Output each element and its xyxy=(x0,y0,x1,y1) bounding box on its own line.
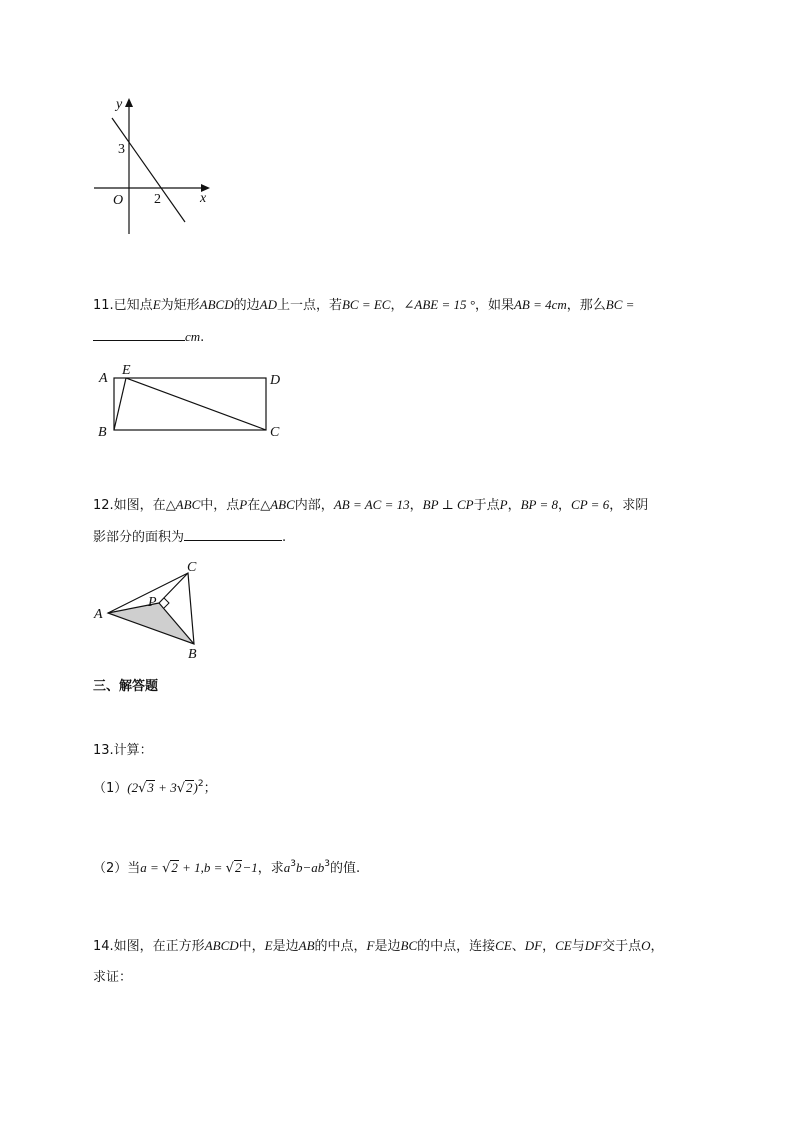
sqrt-icon: √ xyxy=(225,861,234,876)
y-axis-arrow xyxy=(125,98,133,107)
q11-var: AD xyxy=(259,297,277,312)
segment-cp xyxy=(159,573,188,603)
label-b: B xyxy=(98,425,107,440)
q14-var: ABCD xyxy=(204,938,239,953)
q11-eq: ∠ABE = 15 ° xyxy=(403,297,475,312)
q12-text: . xyxy=(282,530,287,545)
q14-text: 中， xyxy=(238,939,265,954)
q14-var: DF xyxy=(524,938,543,953)
label-e: E xyxy=(122,363,131,378)
q12-line2 xyxy=(93,528,286,547)
label-a: A xyxy=(99,371,108,386)
q13-part1 xyxy=(93,779,217,798)
q12-eq: AB = AC = 13 xyxy=(333,497,410,512)
q13-exponent: 3 xyxy=(324,859,330,869)
q11-text: 的边 xyxy=(233,298,260,313)
q12-text: 于点 xyxy=(473,498,500,513)
segment-ec xyxy=(126,378,266,430)
q14-text: 、 xyxy=(511,939,525,954)
q14-var: E xyxy=(264,938,273,953)
q12-text: ，求阴 xyxy=(609,498,649,513)
segment-be xyxy=(114,378,126,430)
q12-var: △ABC xyxy=(260,497,295,512)
x-axis-label: x xyxy=(200,191,207,206)
q14-var: DF xyxy=(584,938,603,953)
q13-text: ； xyxy=(203,781,217,796)
q11-text: 上一点，若 xyxy=(276,298,342,313)
q11-text: 11.已知点 xyxy=(93,298,153,313)
q14-line1 xyxy=(93,937,664,956)
q13-expr: a xyxy=(283,860,291,875)
x-intercept-label: 2 xyxy=(154,192,161,207)
q11-var: ABCD xyxy=(199,297,234,312)
q11-eq: BC = xyxy=(605,297,635,312)
q13-text: 的值. xyxy=(330,861,361,876)
q11-eq: AB = 4cm xyxy=(513,297,567,312)
sqrt-icon: √ xyxy=(162,861,171,876)
q12-text: ， xyxy=(409,498,423,513)
q11-var: E xyxy=(152,297,161,312)
axes-figure xyxy=(88,92,218,242)
q12-var: P xyxy=(239,497,248,512)
label-b: B xyxy=(188,647,197,662)
label-c: C xyxy=(187,560,197,575)
label-c: C xyxy=(270,425,280,440)
q11-text: . xyxy=(200,330,205,345)
q11-answer-blank[interactable] xyxy=(93,328,185,341)
q12-text: 内部， xyxy=(294,498,334,513)
q12-var: P xyxy=(499,497,508,512)
q13-expr: a = xyxy=(140,860,163,875)
q13-radicand: 2 xyxy=(171,860,178,875)
q12-triangle-figure xyxy=(92,558,212,664)
q14-text: ， xyxy=(542,939,556,954)
q13-expr: + 3 xyxy=(154,780,177,795)
rectangle-abcd xyxy=(114,378,266,430)
q11-text: ，那么 xyxy=(566,298,606,313)
q14-line2: 求证： xyxy=(93,970,133,985)
q14-var: CE xyxy=(555,938,572,953)
q13-expr: ) xyxy=(193,780,198,795)
q13-expr: (2 xyxy=(127,780,139,795)
q13-exponent: 2 xyxy=(197,779,204,789)
right-angle-mark xyxy=(164,598,169,608)
q12-text: 12.如图，在 xyxy=(93,498,166,513)
label-d: D xyxy=(270,373,281,388)
q12-eq: BP ⊥ CP xyxy=(422,497,474,512)
q14-var: F xyxy=(366,938,375,953)
y-intercept-label: 3 xyxy=(118,142,125,157)
label-p: P xyxy=(148,595,157,610)
q12-text: ， xyxy=(558,498,572,513)
q14-var: CE xyxy=(495,938,512,953)
q12-text: 中，点 xyxy=(200,498,240,513)
q12-line1 xyxy=(93,496,648,515)
q14-var: BC xyxy=(400,938,418,953)
q12-var: △ABC xyxy=(165,497,201,512)
sqrt-icon: √ xyxy=(176,781,185,796)
q12-eq: CP = 6 xyxy=(571,497,610,512)
q13-radicand: 3 xyxy=(147,780,154,795)
sqrt-icon: √ xyxy=(138,781,147,796)
q11-rectangle-figure xyxy=(94,360,294,444)
origin-label: O xyxy=(113,193,124,208)
q14-var: O xyxy=(641,938,651,953)
q13-title: 13.计算： xyxy=(93,743,153,758)
q12-answer-blank[interactable] xyxy=(184,528,282,541)
q13-radicand: 2 xyxy=(234,860,242,875)
y-axis-label: y xyxy=(116,97,123,112)
q14-text: 的中点，连接 xyxy=(417,939,496,954)
q12-text: 在 xyxy=(247,498,261,513)
q14-text: 14.如图，在正方形 xyxy=(93,939,205,954)
q11-text: ，如果 xyxy=(474,298,514,313)
q14-text: 与 xyxy=(571,939,585,954)
q14-text: 交于点 xyxy=(602,939,642,954)
label-a: A xyxy=(94,607,103,622)
q14-text: ， xyxy=(650,939,664,954)
q11-line2 xyxy=(93,328,204,347)
q13-part2 xyxy=(93,859,360,878)
q11-unit: cm xyxy=(185,329,201,344)
q14-text: 是边 xyxy=(272,939,299,954)
section-3-title: 三、解答题 xyxy=(93,679,159,694)
q13-text: ，求 xyxy=(257,861,284,876)
q11-eq: BC = EC xyxy=(341,297,391,312)
q11-line1 xyxy=(93,296,634,315)
q13-part2-label: （2）当 xyxy=(93,861,141,876)
q14-text: 是边 xyxy=(374,939,401,954)
q14-text: 的中点， xyxy=(314,939,367,954)
q13-expr: b−ab xyxy=(295,860,325,875)
q13-part1-label: （1） xyxy=(93,781,128,796)
q12-text: ， xyxy=(507,498,521,513)
q13-radicand: 2 xyxy=(186,780,193,795)
q13-exponent: 3 xyxy=(290,859,296,869)
q12-eq: BP = 8 xyxy=(520,497,559,512)
q13-expr: −1 xyxy=(242,860,258,875)
q12-text: 影部分的面积为 xyxy=(93,530,185,545)
q11-text: ， xyxy=(390,298,404,313)
q14-var: AB xyxy=(298,938,315,953)
q13-expr: + 1,b = xyxy=(178,860,226,875)
q11-text: 为矩形 xyxy=(160,298,200,313)
